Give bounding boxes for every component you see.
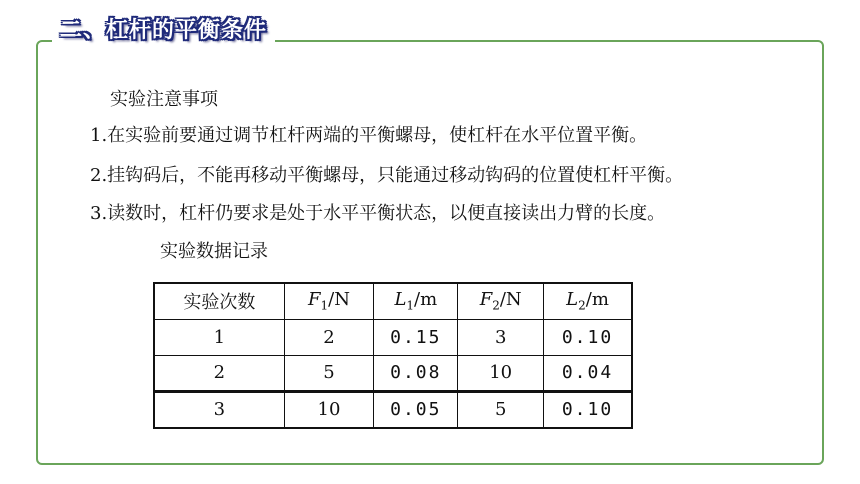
cell-f1: 10: [284, 391, 374, 428]
header-f2: $F_2/N$: [458, 283, 544, 319]
cell-l2: 0.10: [544, 391, 632, 428]
cell-l1: 0.05: [374, 391, 458, 428]
cell-l1: 0.15: [374, 319, 458, 355]
header-l1: $L_1/m$: [374, 283, 458, 319]
table-row: [154, 391, 632, 428]
cell-f2: 5: [458, 391, 544, 428]
cell-l2: 0.04: [544, 355, 632, 391]
header-trial: 实验次数: [154, 283, 284, 319]
table-row: [154, 319, 632, 355]
cell-trial: 2: [154, 355, 284, 391]
notes-heading: 实验注意事项: [110, 89, 218, 110]
cell-f1: 5: [284, 355, 374, 391]
cell-f1: 2: [284, 319, 374, 355]
table-row: [154, 355, 632, 391]
section-title: 二、杠杆的平衡条件: [52, 14, 275, 48]
cell-trial: 1: [154, 319, 284, 355]
note-item: 2.挂钩码后，不能再移动平衡螺母，只能通过移动钩码的位置使杠杆平衡。: [90, 165, 684, 186]
data-heading: 实验数据记录: [160, 241, 268, 262]
data-table: [153, 282, 633, 429]
cell-trial: 3: [154, 391, 284, 428]
cell-l2: 0.10: [544, 319, 632, 355]
cell-f2: 3: [458, 319, 544, 355]
table-header-row: [154, 283, 632, 319]
header-f1: $F_1/N$: [284, 283, 374, 319]
note-item: 3.读数时，杠杆仍要求是处于水平平衡状态，以便直接读出力臂的长度。: [90, 203, 666, 224]
header-l2: $L_2/m$: [544, 283, 632, 319]
cell-f2: 10: [458, 355, 544, 391]
note-item: 1.在实验前要通过调节杠杆两端的平衡螺母，使杠杆在水平位置平衡。: [90, 125, 648, 146]
cell-l1: 0.08: [374, 355, 458, 391]
